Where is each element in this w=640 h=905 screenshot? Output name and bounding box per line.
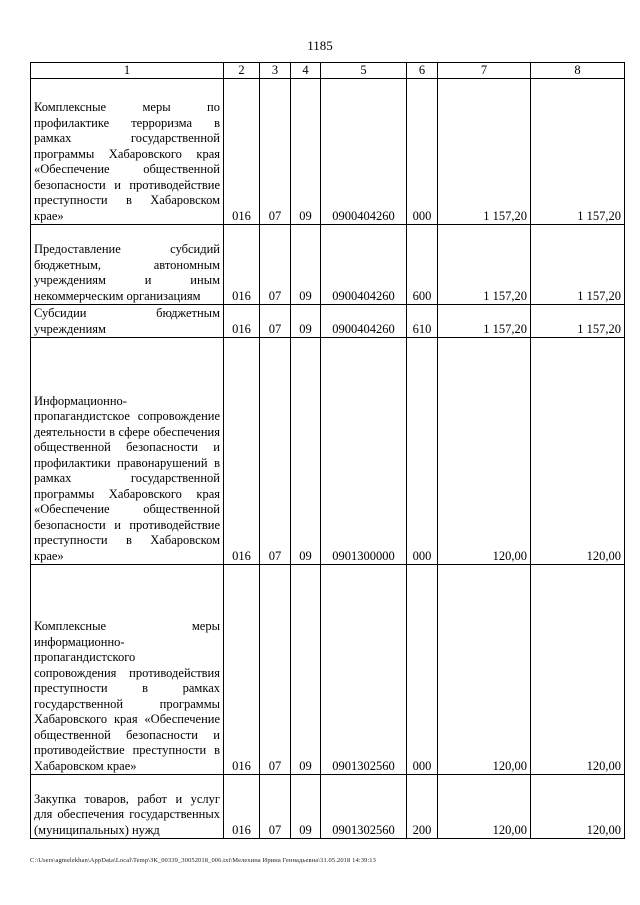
col-header: 2: [224, 63, 260, 79]
cell-expense-type: 000: [407, 79, 438, 225]
cell-amount-1: 120,00: [438, 775, 531, 839]
cell-subsection: 09: [291, 225, 321, 305]
table-row: [31, 305, 625, 338]
col-header: 8: [531, 63, 625, 79]
cell-amount-1: 120,00: [438, 338, 531, 565]
cell-amount-1: 1 157,20: [438, 305, 531, 338]
table-row: [31, 775, 625, 839]
cell-subsection: 09: [291, 338, 321, 565]
row-name: Предоставление субсидий бюджетным, автономным учреждениям и иным некоммерческим организациям: [31, 225, 224, 305]
cell-section: 07: [260, 79, 291, 225]
cell-amount-2: 1 157,20: [531, 305, 625, 338]
cell-ministry: 016: [224, 79, 260, 225]
table-row: [31, 79, 625, 225]
page-number: 1185: [307, 38, 333, 53]
cell-expense-type: 610: [407, 305, 438, 338]
cell-subsection: 09: [291, 775, 321, 839]
cell-ministry: 016: [224, 305, 260, 338]
row-name: Комплексные меры информационно-пропагандистского сопровождения противодействия преступности в рамках государственной программы Хабаровского края «Обеспечение общественной безопасности и противодействие преступности в Хабаровском крае»: [31, 565, 224, 775]
cell-amount-2: 120,00: [531, 338, 625, 565]
budget-table: [30, 62, 625, 839]
cell-amount-2: 120,00: [531, 565, 625, 775]
cell-amount-2: 1 157,20: [531, 225, 625, 305]
header-row: [31, 63, 625, 79]
cell-ministry: 016: [224, 565, 260, 775]
row-name: Закупка товаров, работ и услуг для обеспечения государственных (муниципальных) нужд: [31, 775, 224, 839]
cell-target: 0900404260: [321, 225, 407, 305]
cell-ministry: 016: [224, 225, 260, 305]
cell-amount-1: 120,00: [438, 565, 531, 775]
col-header: 7: [438, 63, 531, 79]
col-header: 6: [407, 63, 438, 79]
cell-section: 07: [260, 338, 291, 565]
cell-amount-2: 120,00: [531, 775, 625, 839]
cell-ministry: 016: [224, 775, 260, 839]
cell-expense-type: 200: [407, 775, 438, 839]
cell-target: 0901302560: [321, 775, 407, 839]
cell-amount-2: 1 157,20: [531, 79, 625, 225]
cell-section: 07: [260, 775, 291, 839]
cell-expense-type: 000: [407, 565, 438, 775]
cell-section: 07: [260, 565, 291, 775]
cell-section: 07: [260, 305, 291, 338]
row-name: Субсидии бюджетным учреждениям: [31, 305, 224, 338]
cell-target: 0901300000: [321, 338, 407, 565]
cell-section: 07: [260, 225, 291, 305]
cell-target: 0900404260: [321, 79, 407, 225]
col-header: 3: [260, 63, 291, 79]
cell-expense-type: 000: [407, 338, 438, 565]
cell-ministry: 016: [224, 338, 260, 565]
table-row: [31, 338, 625, 565]
col-header: 1: [31, 63, 224, 79]
cell-amount-1: 1 157,20: [438, 225, 531, 305]
row-name: Комплексные меры по профилактике терроризма в рамках государственной программы Хабаровского края «Обеспечение общественной безопасности и противодействие преступности в Хабаровском крае»: [31, 79, 224, 225]
file-path-footer: C:\Users\agmelekhan\AppData\Local\Temp\ЗК_00339_30052018_006.txt\Мелехина Ирина Геннадьевна\31.05.2018 14:39:13: [30, 857, 377, 864]
cell-subsection: 09: [291, 565, 321, 775]
row-name: Информационно-пропагандистское сопровождение деятельности в сфере обеспечения общественной безопасности и профилактики правонарушений в рамках государственной программы Хабаровского края «Обеспечение общественной безопасности и противодействие преступности в Хабаровском крае»: [31, 338, 224, 565]
cell-subsection: 09: [291, 305, 321, 338]
cell-amount-1: 1 157,20: [438, 79, 531, 225]
cell-subsection: 09: [291, 79, 321, 225]
col-header: 5: [321, 63, 407, 79]
table-row: [31, 225, 625, 305]
col-header: 4: [291, 63, 321, 79]
cell-expense-type: 600: [407, 225, 438, 305]
table-row: [31, 565, 625, 775]
cell-target: 0901302560: [321, 565, 407, 775]
cell-target: 0900404260: [321, 305, 407, 338]
